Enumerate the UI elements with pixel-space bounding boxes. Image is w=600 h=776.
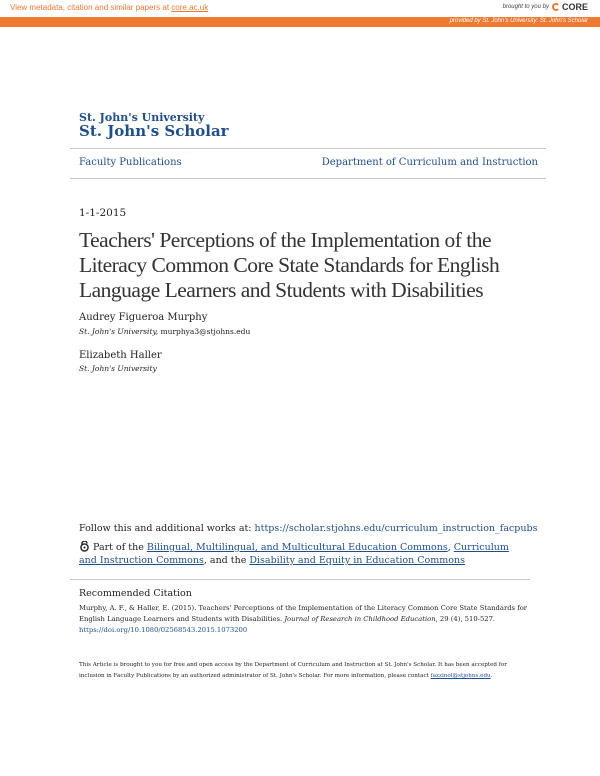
commons-link-curriculum[interactable]: Curriculum and Instruction Commons: [79, 542, 509, 566]
core-text-prefix: View metadata, citation and similar papers at: [10, 3, 172, 12]
author-name: Elizabeth Haller: [79, 350, 162, 361]
citation-text: [79, 603, 529, 636]
citation-tail: , 29 (4), 510-527.: [435, 615, 496, 623]
author-affiliation-text: St. John's University: [79, 327, 156, 336]
citation-journal: Journal of Research in Childhood Education: [284, 615, 436, 623]
contact-email-link[interactable]: fazzinol@stjohns.edu: [430, 673, 491, 679]
author-name: Audrey Figueroa Murphy: [79, 312, 208, 323]
provided-by-text: provided by St. John's University: St. John's Scholar: [449, 18, 588, 24]
follow-url-link[interactable]: https://scholar.stjohns.edu/curriculum_instruction_facpubs: [254, 523, 538, 534]
citation-main: Murphy, A. F., & Haller, E. (2015). Teachers' Perceptions of the Implementation of the Literacy Common Core State Standards for English Language Learners and Students with Disabilities.: [79, 604, 528, 623]
divider-top: [70, 148, 546, 149]
part-of-prefix: Part of the: [93, 542, 147, 553]
follow-line: [79, 523, 537, 534]
open-access-icon: [79, 541, 90, 552]
footnote-text: This Article is brought to you for free and open access by the Department of Curriculum and Instruction at St. John's Scholar. It has been accepted for inclusion in Faculty Publications by an authorized administrator of St. John's Scholar. For more information, please contact: [79, 662, 507, 679]
core-logo-text: CORE: [561, 2, 588, 12]
core-logo-icon: [552, 3, 560, 11]
repository-name[interactable]: St. John's Scholar: [79, 122, 229, 140]
follow-label: Follow this and additional works at:: [79, 523, 255, 534]
part-of-sep: ,: [447, 542, 454, 553]
university-name[interactable]: St. John's University: [79, 111, 205, 124]
author-affiliation: St. John's University: [79, 364, 157, 373]
brought-by-text: brought to you by: [502, 4, 549, 10]
access-footnote: [79, 660, 529, 682]
author-email[interactable]: murphya3@stjohns.edu: [160, 327, 251, 336]
provided-by-strip: [0, 17, 600, 27]
core-logo[interactable]: [552, 2, 588, 12]
core-link-text[interactable]: core.ac.uk: [171, 3, 209, 12]
commons-link-bilingual[interactable]: Bilingual, Multilingual, and Multicultural Education Commons: [146, 542, 448, 553]
collection-link[interactable]: Faculty Publications: [79, 157, 182, 168]
part-of-commons: [79, 541, 509, 567]
author-affiliation: St. John's University, murphya3@stjohns.edu: [79, 327, 251, 336]
recommended-citation-heading: Recommended Citation: [79, 588, 192, 599]
article-title: Teachers' Perceptions of the Implementation of the Literacy Common Core State Standards for English Language Learners and Students with Disabilities: [79, 228, 500, 302]
footnote-end: .: [490, 673, 493, 679]
part-of-and: , and the: [203, 555, 250, 566]
citation-doi-link[interactable]: https://doi.org/10.1080/02568543.2015.1073200: [79, 626, 248, 634]
core-top-bar: [0, 0, 600, 17]
commons-link-disability[interactable]: Disability and Equity in Education Commons: [249, 555, 465, 566]
divider-nav: [70, 178, 546, 179]
brought-to-you-by: [503, 2, 588, 12]
core-metadata-link[interactable]: [10, 3, 208, 12]
divider-citation: [70, 579, 530, 580]
department-link[interactable]: Department of Curriculum and Instruction: [321, 157, 538, 168]
publication-date: 1-1-2015: [79, 207, 127, 219]
